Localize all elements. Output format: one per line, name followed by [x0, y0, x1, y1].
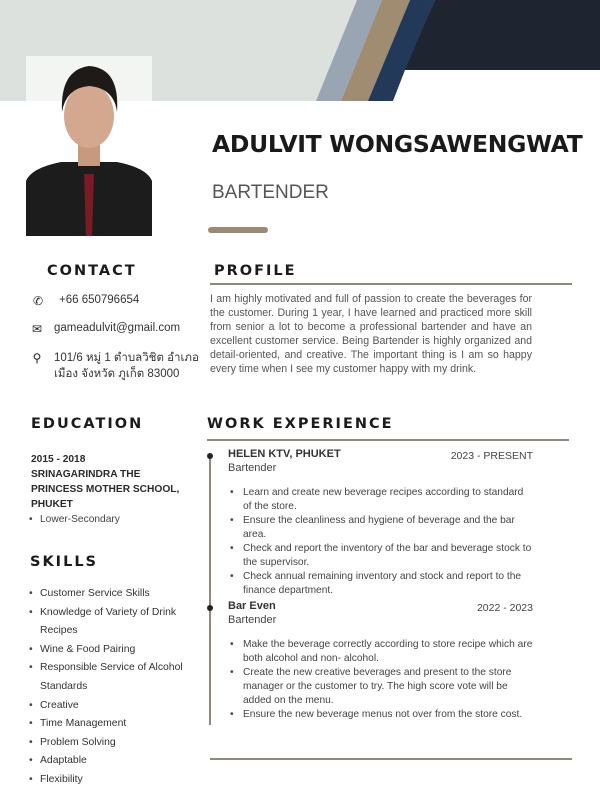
phone-icon: ✆: [32, 294, 44, 308]
profile-photo: [26, 56, 152, 236]
job-title: Bartender: [228, 614, 277, 626]
skill-item: • Responsible Service of Alcohol Standards: [27, 659, 197, 696]
job-entry: [228, 600, 533, 722]
contact-email: gameadulvit@gmail.com: [54, 322, 181, 334]
skill-item: • Wine & Food Pairing: [27, 641, 197, 660]
skill-item: • Knowledge of Variety of Drink Recipes: [27, 604, 197, 641]
duty-item: • Ensure the new beverage menus not over from the store cost.: [228, 708, 533, 722]
duty-item: • Check annual remaining inventory and stock and report to the finance department.: [228, 570, 533, 598]
education-entry: 2015 - 2018 SRINAGARINDRA THE PRINCESS MOTHER SCHOOL, PHUKET • Lower-Secondary: [31, 452, 179, 527]
mail-icon: ✉: [31, 322, 43, 336]
profile-divider: [210, 283, 572, 285]
education-heading: EDUCATION: [31, 416, 144, 432]
location-icon: ⚲: [32, 351, 42, 365]
skills-list: [27, 585, 197, 790]
skill-item: • Customer Service Skills: [27, 585, 197, 604]
skill-item: • Problem Solving: [27, 734, 197, 753]
job-dates: 2023 - PRESENT: [450, 450, 533, 462]
profile-heading: PROFILE: [214, 263, 297, 279]
dark-block: [405, 0, 600, 70]
duty-item: • Ensure the cleanliness and hygiene of beverage and the bar area.: [228, 514, 533, 542]
work-divider: [207, 439, 569, 441]
education-level: • Lower-Secondary: [27, 512, 179, 527]
contact-phone: +66 650796654: [59, 294, 140, 306]
duty-item: • Create the new creative beverages and present to the store manager or the customer to try. The high score vote will be added on the menu.: [228, 666, 533, 708]
skill-item: • Creative: [27, 697, 197, 716]
duty-item: • Learn and create new beverage recipes according to standard of the store.: [228, 486, 533, 514]
contact-heading: CONTACT: [47, 263, 137, 279]
job-company: Bar Even: [228, 600, 276, 612]
job-title: Bartender: [228, 462, 277, 474]
job-duties: [228, 486, 533, 598]
timeline-dot: [207, 453, 213, 459]
timeline-line: [209, 455, 211, 725]
duty-item: • Check and report the inventory of the bar and beverage stock to the supervisor.: [228, 542, 533, 570]
skill-item: • Adaptable: [27, 752, 197, 771]
contact-address: 101/6 หมู่ 1 ตำบลวิชิต อำเภอ เมือง จังหวัด ภูเก็ต 83000: [54, 352, 199, 380]
job-company: HELEN KTV, PHUKET: [228, 448, 341, 460]
duty-item: • Make the beverage correctly according to store recipe which are both alcohol and non- alcohol.: [228, 638, 533, 666]
accent-bar: [208, 227, 268, 233]
timeline-dot: [207, 605, 213, 611]
bottom-divider: [210, 758, 572, 760]
job-dates: 2022 - 2023: [476, 602, 533, 614]
profile-text: I am highly motivated and full of passion to create the beverages for the customer. During 1 year, I have learned and practiced more skill from senior a lot to become a professional bartender and have an excellent customer service. Being Bartender is highly organized and detail-oriented, and creative. The important thing is I am so happy every time when I see my customer happy with my drink.: [210, 293, 532, 375]
work-heading: WORK EXPERIENCE: [207, 416, 394, 432]
candidate-role: BARTENDER: [212, 182, 329, 203]
job-entry: [228, 448, 533, 598]
skill-item: • Flexibility: [27, 771, 197, 790]
skill-item: • Time Management: [27, 715, 197, 734]
skills-heading: SKILLS: [30, 554, 98, 570]
candidate-name: ADULVIT WONGSAWENGWAT: [212, 130, 583, 158]
job-duties: [228, 638, 533, 722]
